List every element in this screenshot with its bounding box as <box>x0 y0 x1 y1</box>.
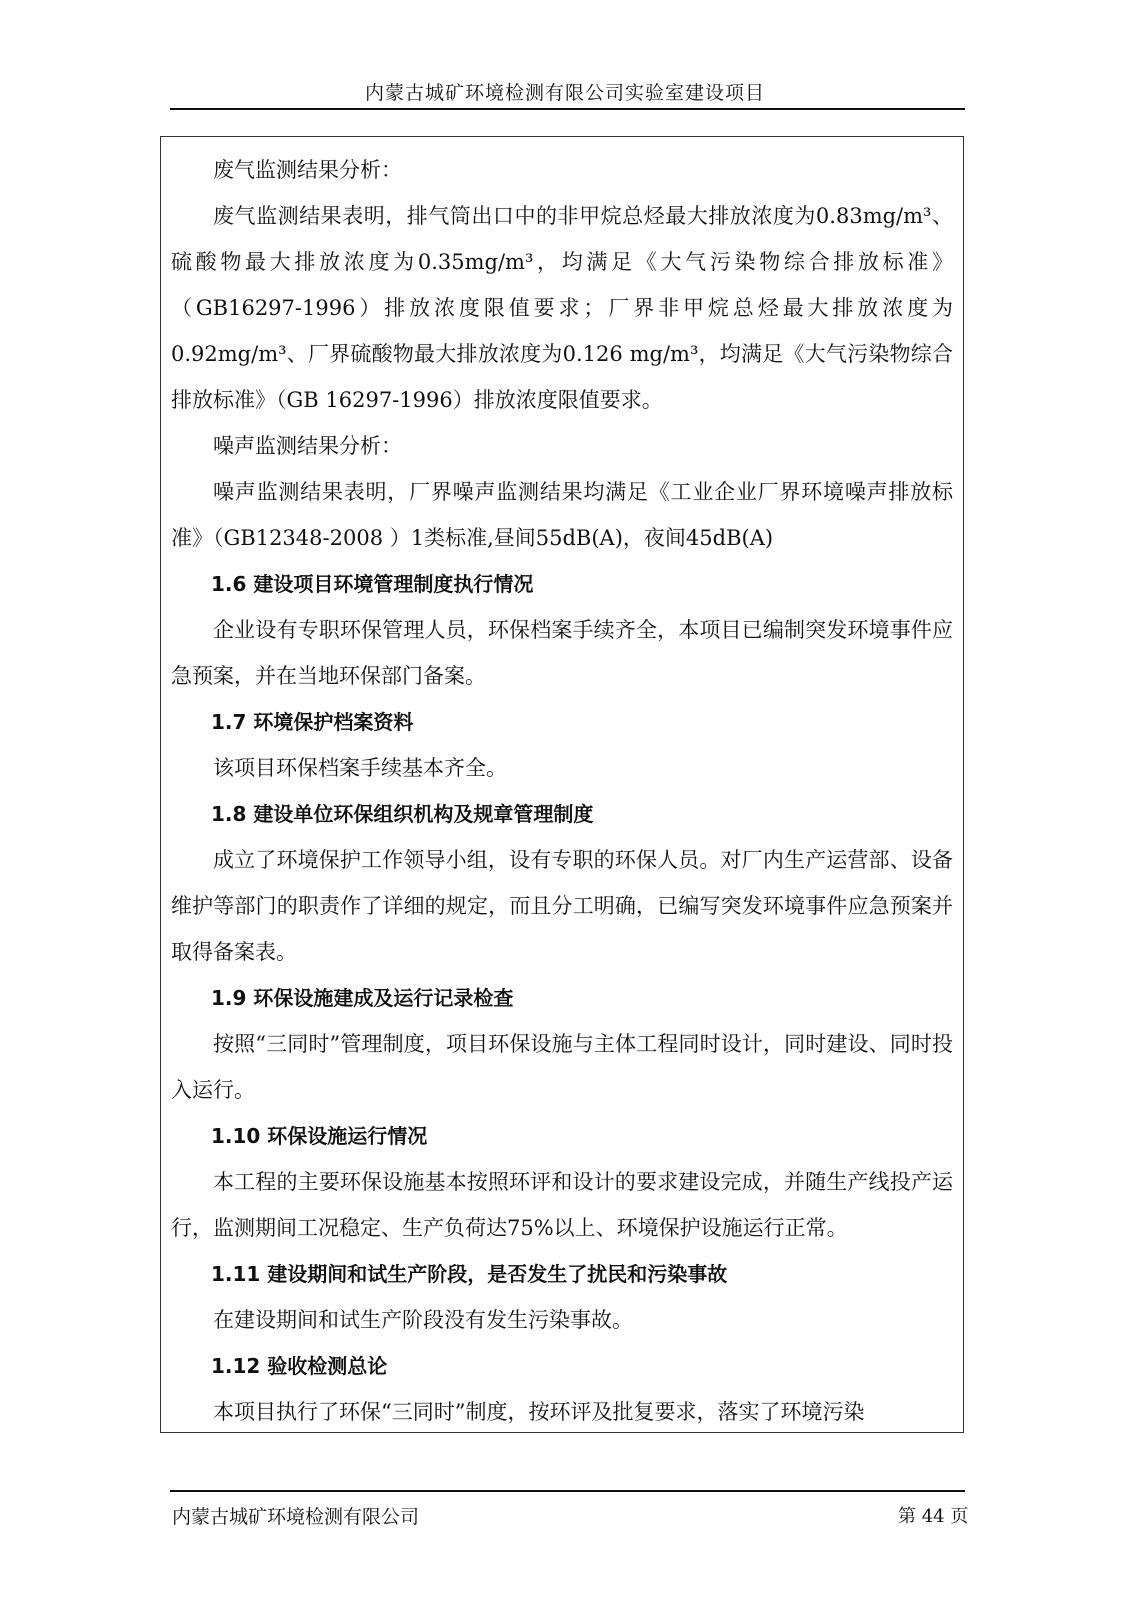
heading-1-8: 1.8 建设单位环保组织机构及规章管理制度 <box>211 802 594 826</box>
page-header-title: 内蒙古城矿环境检测有限公司实验室建设项目 <box>364 82 765 104</box>
paragraph-exhaust-results: 废气监测结果表明，排气筒出口中的非甲烷总烃最大排放浓度为0.83mg/m³、硫酸物最大排放浓度为0.35mg/m³，均满足《大气污染物综合排放标准》（GB16297-1996）排放浓度限值要求；厂界非甲烷总烃最大排放浓度为0.92mg/m³、厂界硫酸物最大排放浓度为0.126 mg/m³，均满足《大气污染物综合排放标准》（GB 16297-1996）排放浓度限值要求。 <box>171 204 953 412</box>
heading-1-6: 1.6 建设项目环境管理制度执行情况 <box>211 572 534 596</box>
section-label-exhaust: 废气监测结果分析： <box>213 158 402 182</box>
paragraph-1-8: 成立了环境保护工作领导小组，设有专职的环保人员。对厂内生产运营部、设备维护等部门的职责作了详细的规定，而且分工明确，已编写突发环境事件应急预案并取得备案表。 <box>171 848 953 964</box>
footer-divider <box>170 1490 965 1492</box>
heading-1-11: 1.11 建设期间和试生产阶段，是否发生了扰民和污染事故 <box>211 1262 728 1286</box>
footer-company: 内蒙古城矿环境检测有限公司 <box>172 1506 420 1528</box>
content-box <box>160 136 964 1433</box>
header-divider <box>170 108 965 110</box>
heading-1-12: 1.12 验收检测总论 <box>211 1354 388 1378</box>
paragraph-1-9: 按照“三同时”管理制度，项目环保设施与主体工程同时设计，同时建设、同时投入运行。 <box>171 1032 953 1102</box>
section-label-noise: 噪声监测结果分析： <box>213 434 402 458</box>
heading-1-10: 1.10 环保设施运行情况 <box>211 1124 428 1148</box>
paragraph-noise-results: 噪声监测结果表明，厂界噪声监测结果均满足《工业企业厂界环境噪声排放标准》（GB12348-2008 ）1类标准,昼间55dB(A)，夜间45dB(A) <box>171 480 953 550</box>
paragraph-1-7: 该项目环保档案手续基本齐全。 <box>213 756 507 780</box>
page-number: 第 44 页 <box>898 1506 969 1527</box>
heading-1-9: 1.9 环保设施建成及运行记录检查 <box>211 986 514 1010</box>
paragraph-1-6: 企业设有专职环保管理人员，环保档案手续齐全，本项目已编制突发环境事件应急预案，并在当地环保部门备案。 <box>171 618 953 688</box>
paragraph-1-11: 在建设期间和试生产阶段没有发生污染事故。 <box>213 1308 633 1332</box>
heading-1-7: 1.7 环境保护档案资料 <box>211 710 414 734</box>
paragraph-1-12: 本项目执行了环保“三同时”制度，按环评及批复要求，落实了环境污染 <box>213 1400 865 1424</box>
paragraph-1-10: 本工程的主要环保设施基本按照环评和设计的要求建设完成，并随生产线投产运行，监测期间工况稳定、生产负荷达75%以上、环境保护设施运行正常。 <box>171 1170 953 1240</box>
